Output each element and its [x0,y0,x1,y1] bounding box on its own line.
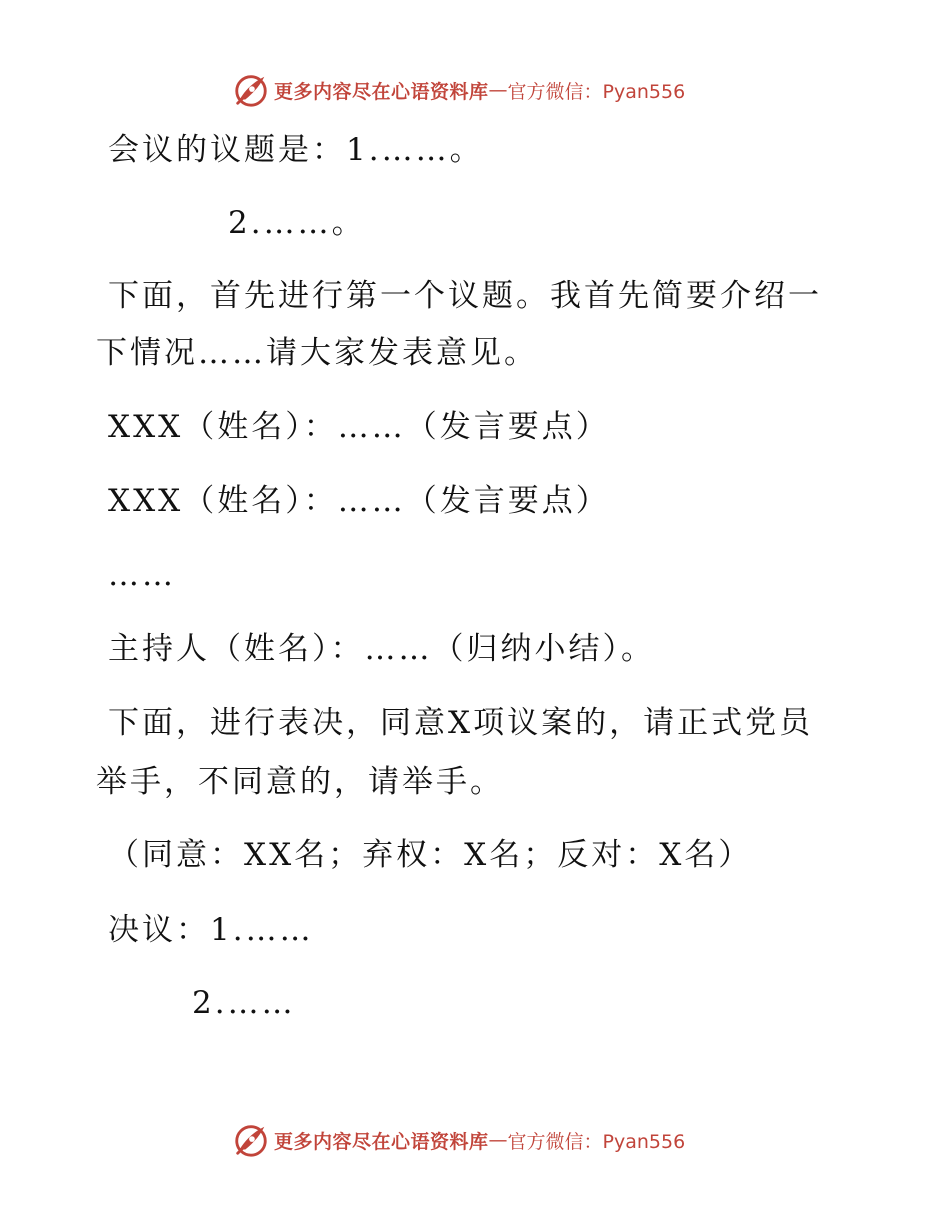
speaker-line-1: XXX（姓名）：……（发言要点） [108,409,610,445]
resolution-line-1: 决议：1.…… [108,912,314,948]
banner-separator: — [488,79,508,101]
agenda-topic-line-1: 会议的议题是：1.……。 [108,132,484,168]
agenda-topic-line-2: 2.……。 [228,205,366,241]
vote-paragraph-line-1: 下面，进行表决，同意X项议案的，请正式党员 [108,705,814,741]
footer-banner [232,1120,685,1160]
banner-contact-text: 官方微信：Pyan556 [507,80,686,103]
speaker-line-2: XXX（姓名）：……（发言要点） [108,483,610,519]
pen-nib-logo-icon [232,71,270,109]
paragraph-first-topic-line-2: 下情况……请大家发表意见。 [96,335,538,371]
ellipsis-line: …… [108,557,176,593]
host-summary-line: 主持人（姓名）：……（归纳小结）。 [108,631,655,667]
pen-nib-logo-icon [232,1121,270,1159]
banner-main-text: 更多内容尽在心语资料库 [274,80,489,103]
banner-contact-text: 官方微信：Pyan556 [507,1130,686,1153]
resolution-line-2: 2.…… [192,985,296,1021]
vote-result-line: （同意：XX名；弃权：X名；反对：X名） [108,837,753,873]
paragraph-first-topic-line-1: 下面，首先进行第一个议题。我首先简要介绍一 [108,278,822,314]
banner-main-text: 更多内容尽在心语资料库 [274,1130,489,1153]
banner-separator: — [488,1129,508,1151]
vote-paragraph-line-2: 举手，不同意的，请举手。 [96,764,504,800]
header-banner [232,70,685,110]
